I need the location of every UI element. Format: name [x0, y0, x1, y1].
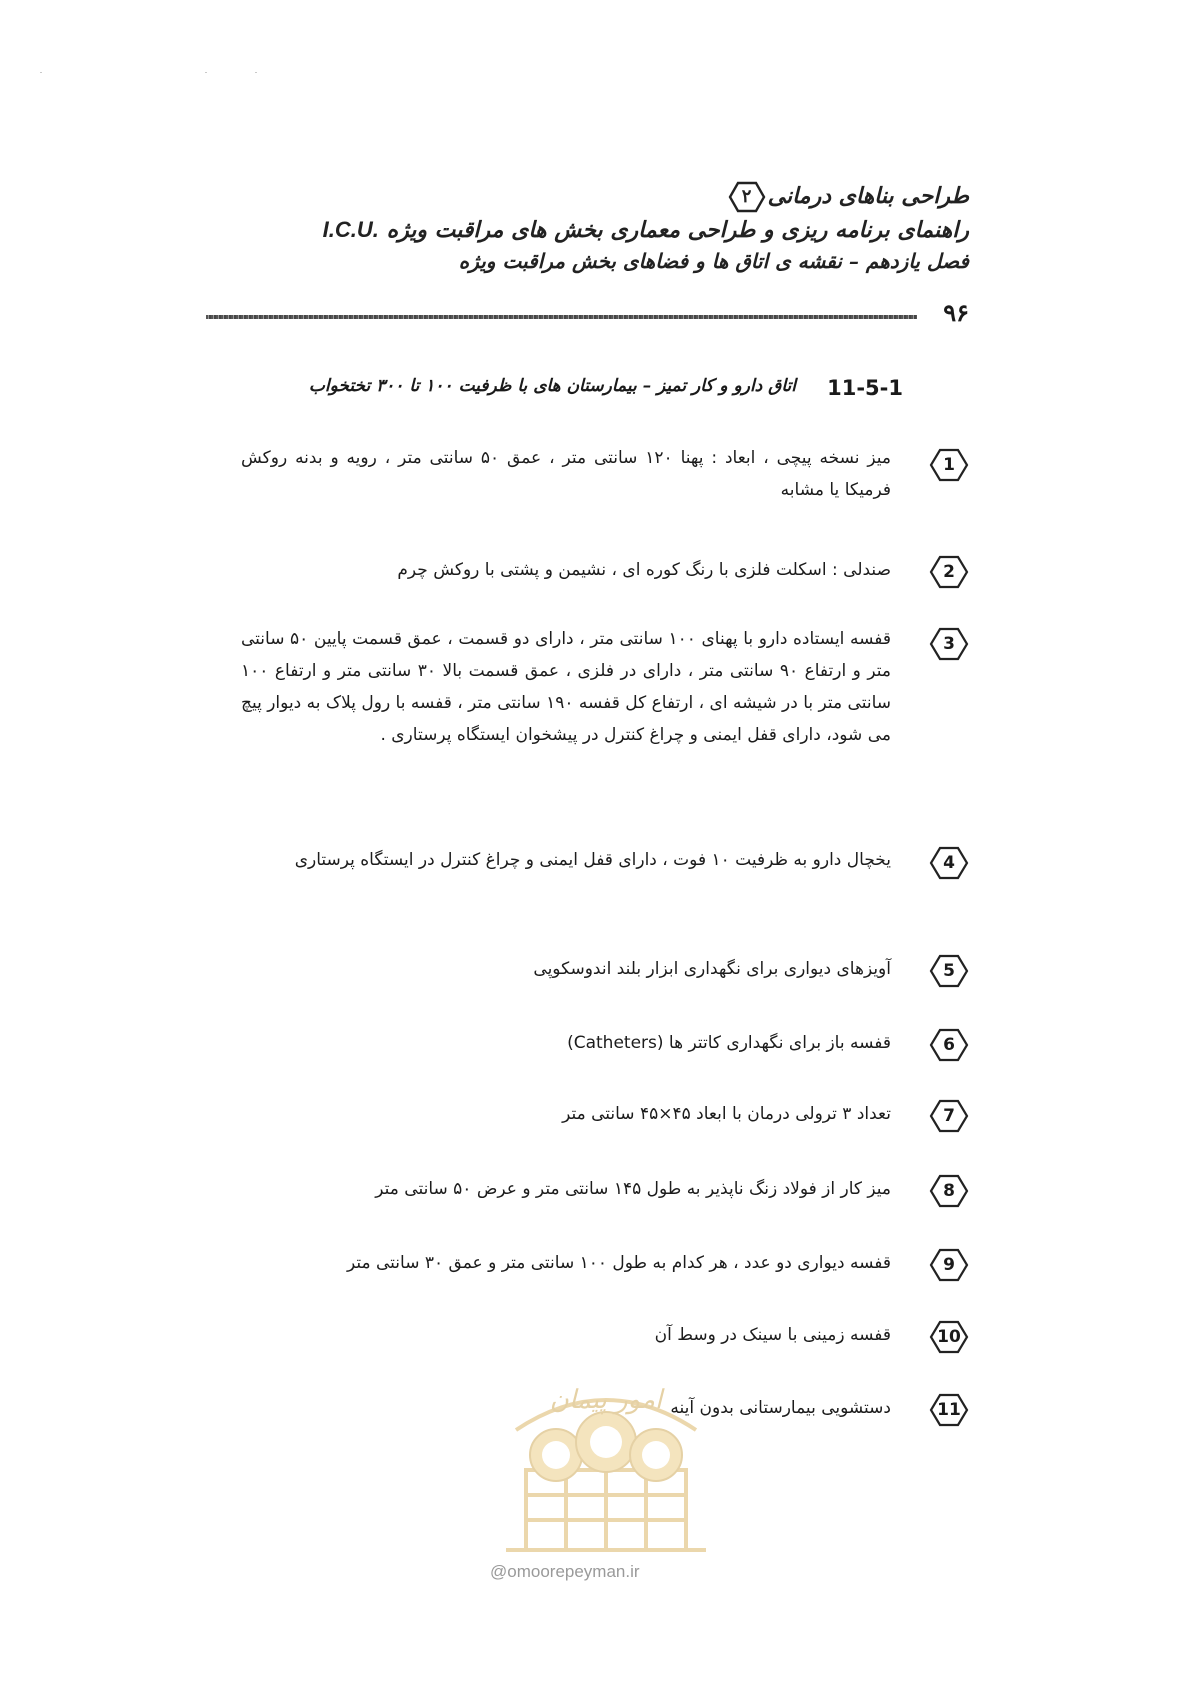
item-text: قفسه باز برای نگهداری کاتتر ها (Catheters) — [567, 1033, 891, 1053]
icu-label: I.C.U. — [322, 217, 379, 242]
item-text: صندلی : اسکلت فلزی با رنگ کوره ای ، نشیمن و پشتی با روکش چرم — [397, 560, 891, 580]
item-number: 3 — [943, 634, 955, 654]
book-subtitle-text: راهنمای برنامه ریزی و طراحی معماری بخش های مراقبت ویژه — [386, 217, 969, 243]
watermark-logo-text: امور پیمان — [549, 1385, 663, 1415]
book-title — [209, 178, 969, 214]
item-number-badge — [929, 1174, 969, 1208]
item-number: 8 — [943, 1181, 955, 1201]
item-number-badge — [929, 1099, 969, 1133]
item-number: 4 — [943, 853, 955, 873]
item-number: 9 — [943, 1255, 955, 1275]
watermark-logo — [486, 1360, 726, 1570]
watermark-url: @omoorepeyman.ir — [490, 1562, 640, 1581]
volume-badge — [728, 181, 766, 213]
item-number: 10 — [937, 1327, 961, 1347]
item-number-badge — [929, 555, 969, 589]
scan-artifact — [40, 72, 42, 73]
item-number-badge — [929, 448, 969, 482]
header-rule — [206, 315, 917, 321]
item-number-badge — [929, 627, 969, 661]
section-title: اتاق دارو و کار تمیز – بیمارستان های با ظرفیت ۱۰۰ تا ۳۰۰ تختخواب — [308, 376, 796, 396]
section-number: 11-5-1 — [827, 376, 903, 400]
item-number-badge — [929, 1393, 969, 1427]
scan-artifact — [205, 72, 207, 73]
item-text: میز کار از فولاد زنگ ناپذیر به طول ۱۴۵ سانتی متر و عرض ۵۰ سانتی متر — [375, 1179, 891, 1199]
chapter-title: فصل یازدهم – نقشه ی اتاق ها و فضاهای بخش مراقبت ویژه — [458, 249, 969, 273]
item-number: 7 — [943, 1106, 955, 1126]
book-title-text: طراحی بناهای درمانی — [767, 183, 969, 209]
item-number: 5 — [943, 961, 955, 981]
item-text: میز نسخه پیچی ، ابعاد : پهنا ۱۲۰ سانتی متر ، عمق ۵۰ سانتی متر ، رویه و بدنه روکش فرمیکا یا مشابه — [241, 448, 891, 500]
volume-number: ۲ — [741, 186, 752, 207]
item-text: قفسه ایستاده دارو با پهنای ۱۰۰ سانتی متر ، دارای دو قسمت ، عمق قسمت پایین ۵۰ سانتی متر و ارتفاع ۹۰ سانتی متر ، دارای در فلزی ، عمق قسمت بالا ۳۰ سانتی متر و ارتفاع ۱۰۰ سانتی متر با در شیشه ای ، ارتفاع کل قفسه ۱۹۰ سانتی متر ، قفسه با رول پلاک به دیوار پیچ می شود، دارای قفل ایمنی و چراغ کنترل در پیشخوان ایستگاه پرستاری . — [240, 629, 891, 745]
item-number-badge — [929, 954, 969, 988]
item-number: 2 — [943, 562, 955, 582]
item-text: تعداد ۳ ترولی درمان با ابعاد ۴۵×۴۵ سانتی متر — [562, 1104, 891, 1124]
item-text: دستشویی بیمارستانی بدون آینه — [670, 1398, 891, 1418]
page-header — [209, 178, 969, 276]
item-number-badge — [929, 1320, 969, 1354]
page-number: ۹۶ — [943, 298, 969, 327]
item-text: قفسه دیواری دو عدد ، هر کدام به طول ۱۰۰ سانتی متر و عمق ۳۰ سانتی متر — [346, 1253, 891, 1273]
item-text: یخچال دارو به ظرفیت ۱۰ فوت ، دارای قفل ایمنی و چراغ کنترل در ایستگاه پرستاری — [294, 850, 891, 870]
item-text: قفسه زمینی با سینک در وسط آن — [654, 1325, 891, 1345]
item-number-badge — [929, 846, 969, 880]
item-number-badge — [929, 1028, 969, 1062]
item-text: آویزهای دیواری برای نگهداری ابزار بلند اندوسکوپی — [533, 959, 891, 979]
item-number: 6 — [943, 1035, 955, 1055]
item-number: 11 — [937, 1400, 961, 1420]
scan-artifact — [255, 72, 257, 73]
item-number: 1 — [943, 455, 955, 475]
book-subtitle — [209, 214, 969, 246]
item-number-badge — [929, 1248, 969, 1282]
